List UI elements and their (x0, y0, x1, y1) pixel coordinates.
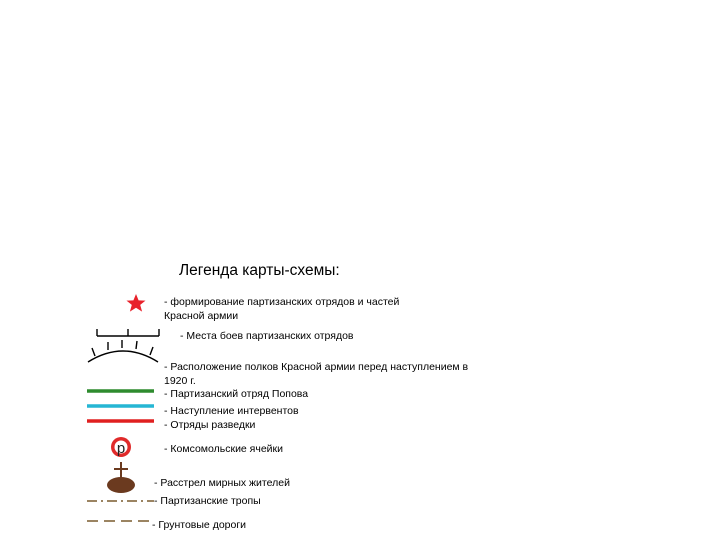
arc-comb-icon (88, 340, 158, 362)
legend-item-formation-line1: - формирование партизанских отрядов и частей (164, 296, 400, 308)
legend-item-popov: - Партизанский отряд Попова (164, 388, 309, 400)
legend-item-battles: - Места боев партизанских отрядов (180, 330, 354, 342)
legend-title: Легенда карты-схемы: (179, 262, 340, 279)
legend-item-formation (164, 295, 399, 323)
legend-item-execution: - Расстрел мирных жителей (154, 477, 290, 489)
legend-item-komsomol: - Комсомольские ячейки (164, 443, 284, 455)
legend-item-scouts: - Отряды разведки (164, 419, 256, 431)
svg-text:р: р (116, 440, 126, 457)
legend-item-formation-line2: Красной армии (164, 310, 239, 322)
legend-item-regiments-line2: 1920 г. (164, 375, 196, 387)
cross-on-mound-icon (107, 462, 135, 493)
legend-item-roads: - Грунтовые дороги (152, 519, 247, 531)
legend-item-trails: - Партизанские тропы (154, 495, 261, 507)
legend-item-interventionists: - Наступление интервентов (164, 405, 299, 417)
red-star-icon (127, 294, 146, 312)
legend-item-regiments (164, 360, 468, 388)
circled-p-icon (111, 437, 131, 457)
legend-item-regiments-line1: - Расположение полков Красной армии перед наступлением в (164, 361, 469, 373)
bracket-icon (97, 329, 159, 336)
